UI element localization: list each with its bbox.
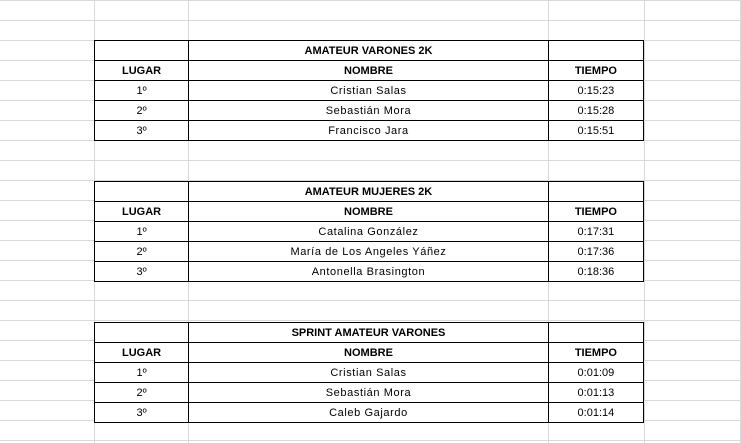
header-tiempo[interactable]: TIEMPO xyxy=(548,61,643,81)
table-row xyxy=(95,403,644,423)
cell-lugar[interactable]: 1º xyxy=(95,81,189,101)
results-table-amateur-mujeres-2k xyxy=(94,181,644,282)
header-nombre[interactable]: NOMBRE xyxy=(189,61,549,81)
header-tiempo[interactable]: TIEMPO xyxy=(548,343,643,363)
cell-nombre[interactable]: María de Los Angeles Yáñez xyxy=(189,242,549,262)
header-lugar[interactable]: LUGAR xyxy=(95,202,189,222)
gridline-vertical xyxy=(644,0,645,443)
table-row xyxy=(95,262,644,282)
header-tiempo[interactable]: TIEMPO xyxy=(548,202,643,222)
gridline-horizontal xyxy=(0,320,741,321)
table-title[interactable]: AMATEUR VARONES 2K xyxy=(189,41,549,61)
results-table-sprint-amateur-varones xyxy=(94,322,644,423)
header-nombre[interactable]: NOMBRE xyxy=(189,343,549,363)
cell-tiempo[interactable]: 0:01:09 xyxy=(548,363,643,383)
cell-lugar[interactable]: 2º xyxy=(95,101,189,121)
table-row xyxy=(95,242,644,262)
table-title[interactable]: SPRINT AMATEUR VARONES xyxy=(189,323,549,343)
cell-tiempo[interactable]: 0:15:23 xyxy=(548,81,643,101)
cell-tiempo[interactable]: 0:17:31 xyxy=(548,222,643,242)
cell-tiempo[interactable]: 0:15:51 xyxy=(548,121,643,141)
cell-nombre[interactable]: Antonella Brasington xyxy=(189,262,549,282)
gridline-horizontal xyxy=(0,20,741,21)
cell-tiempo[interactable]: 0:01:13 xyxy=(548,383,643,403)
cell-tiempo[interactable]: 0:15:28 xyxy=(548,101,643,121)
gridline-horizontal xyxy=(0,300,741,301)
empty-cell[interactable] xyxy=(548,182,643,202)
cell-nombre[interactable]: Catalina González xyxy=(189,222,549,242)
table-row xyxy=(95,222,644,242)
cell-tiempo[interactable]: 0:17:36 xyxy=(548,242,643,262)
empty-cell[interactable] xyxy=(95,41,189,61)
cell-tiempo[interactable]: 0:18:36 xyxy=(548,262,643,282)
header-lugar[interactable]: LUGAR xyxy=(95,343,189,363)
table-row xyxy=(95,81,644,101)
cell-lugar[interactable]: 2º xyxy=(95,383,189,403)
cell-nombre[interactable]: Sebastián Mora xyxy=(189,383,549,403)
table-row xyxy=(95,383,644,403)
cell-lugar[interactable]: 3º xyxy=(95,403,189,423)
empty-cell[interactable] xyxy=(95,182,189,202)
table-row xyxy=(95,363,644,383)
table-title[interactable]: AMATEUR MUJERES 2K xyxy=(189,182,549,202)
cell-lugar[interactable]: 1º xyxy=(95,363,189,383)
empty-cell[interactable] xyxy=(548,323,643,343)
empty-cell[interactable] xyxy=(548,41,643,61)
gridline-horizontal xyxy=(0,160,741,161)
cell-lugar[interactable]: 2º xyxy=(95,242,189,262)
gridline-horizontal xyxy=(0,0,741,1)
cell-lugar[interactable]: 1º xyxy=(95,222,189,242)
results-table-amateur-varones-2k xyxy=(94,40,644,141)
table-row xyxy=(95,101,644,121)
table-row xyxy=(95,121,644,141)
cell-nombre[interactable]: Caleb Gajardo xyxy=(189,403,549,423)
cell-nombre[interactable]: Cristian Salas xyxy=(189,363,549,383)
cell-nombre[interactable]: Sebastián Mora xyxy=(189,101,549,121)
cell-nombre[interactable]: Francisco Jara xyxy=(189,121,549,141)
cell-nombre[interactable]: Cristian Salas xyxy=(189,81,549,101)
header-nombre[interactable]: NOMBRE xyxy=(189,202,549,222)
cell-lugar[interactable]: 3º xyxy=(95,262,189,282)
cell-tiempo[interactable]: 0:01:14 xyxy=(548,403,643,423)
gridline-horizontal xyxy=(0,440,741,441)
empty-cell[interactable] xyxy=(95,323,189,343)
cell-lugar[interactable]: 3º xyxy=(95,121,189,141)
header-lugar[interactable]: LUGAR xyxy=(95,61,189,81)
